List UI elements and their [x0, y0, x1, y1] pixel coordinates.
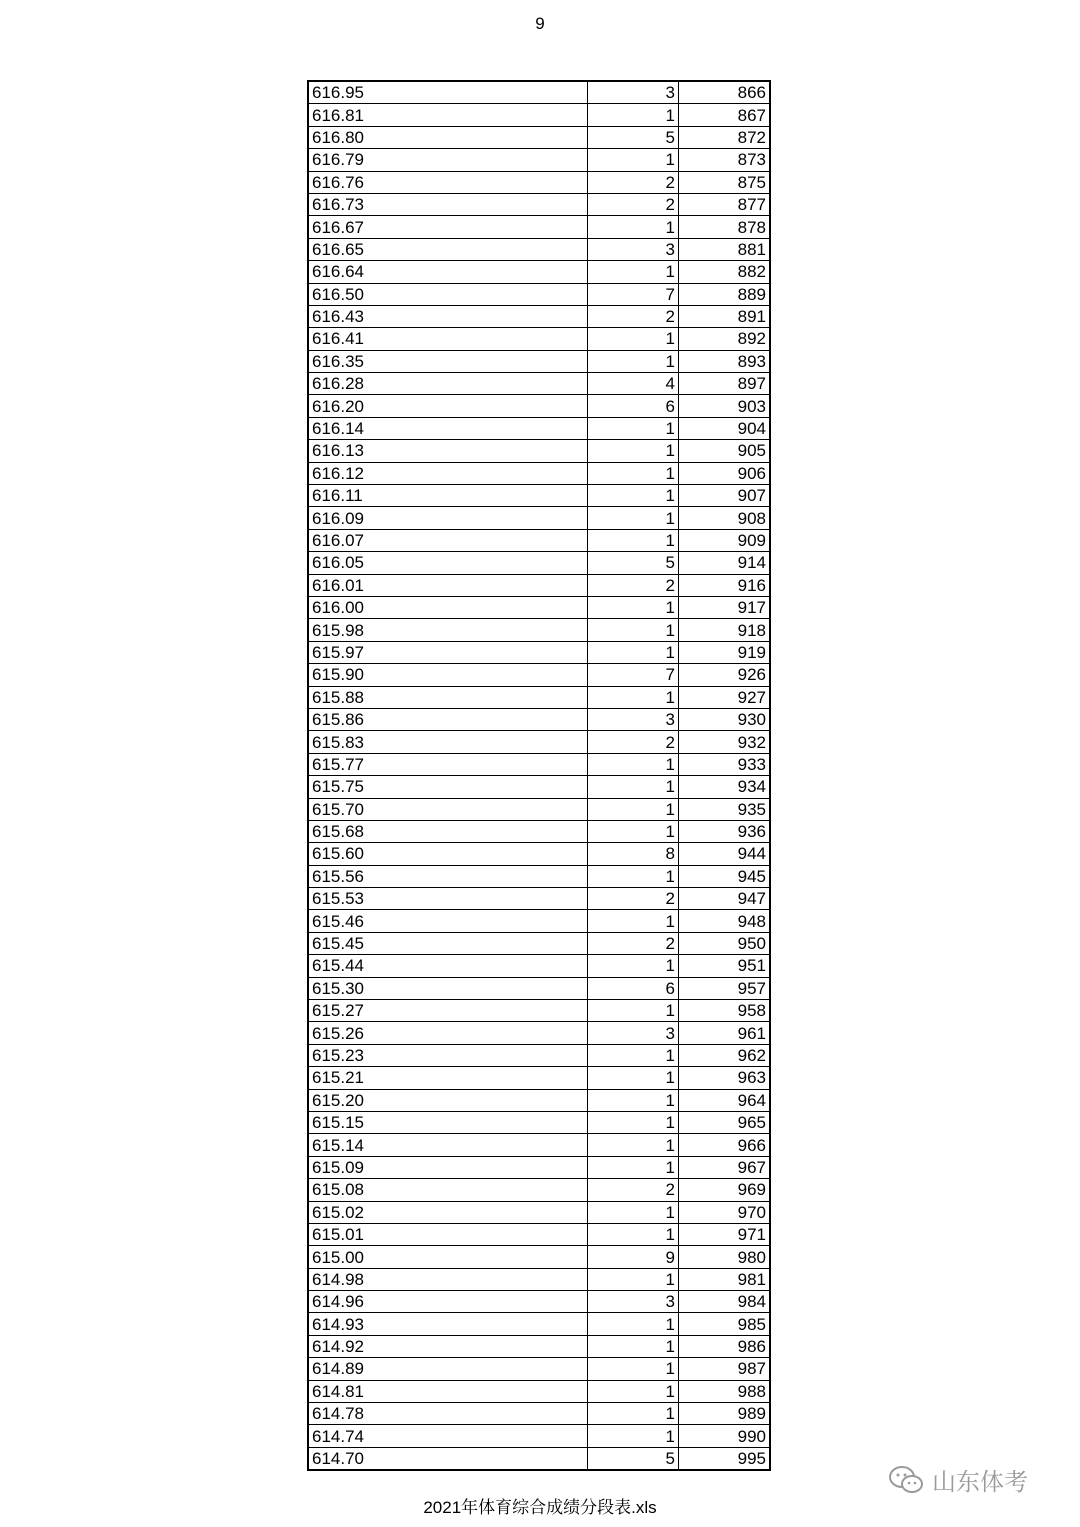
count-cell: 4	[588, 373, 679, 395]
score-cell: 616.79	[308, 149, 588, 171]
score-cell: 615.97	[308, 641, 588, 663]
score-cell: 616.20	[308, 395, 588, 417]
score-cell: 615.86	[308, 708, 588, 730]
score-cell: 615.98	[308, 619, 588, 641]
score-cell: 615.88	[308, 686, 588, 708]
count-cell: 1	[588, 1358, 679, 1380]
table-row	[308, 619, 770, 641]
table-row	[308, 529, 770, 551]
score-cell: 614.96	[308, 1291, 588, 1313]
table-row	[308, 552, 770, 574]
score-cell: 616.28	[308, 373, 588, 395]
cumulative-cell: 904	[679, 417, 771, 439]
score-cell: 615.02	[308, 1201, 588, 1223]
cumulative-cell: 989	[679, 1403, 771, 1425]
cumulative-cell: 877	[679, 193, 771, 215]
count-cell: 1	[588, 776, 679, 798]
table-row	[308, 865, 770, 887]
table-row	[308, 574, 770, 596]
count-cell: 5	[588, 126, 679, 148]
score-cell: 616.00	[308, 596, 588, 618]
score-cell: 615.09	[308, 1156, 588, 1178]
cumulative-cell: 990	[679, 1425, 771, 1447]
score-cell: 615.60	[308, 843, 588, 865]
count-cell: 1	[588, 417, 679, 439]
score-cell: 616.07	[308, 529, 588, 551]
cumulative-cell: 906	[679, 462, 771, 484]
score-cell: 615.21	[308, 1067, 588, 1089]
table-row	[308, 1223, 770, 1245]
cumulative-cell: 926	[679, 664, 771, 686]
cumulative-cell: 951	[679, 955, 771, 977]
count-cell: 6	[588, 977, 679, 999]
cumulative-cell: 914	[679, 552, 771, 574]
cumulative-cell: 933	[679, 753, 771, 775]
watermark	[888, 1462, 1028, 1497]
cumulative-cell: 897	[679, 373, 771, 395]
cumulative-cell: 963	[679, 1067, 771, 1089]
score-cell: 616.14	[308, 417, 588, 439]
table-row	[308, 1246, 770, 1268]
count-cell: 1	[588, 1000, 679, 1022]
table-row	[308, 350, 770, 372]
score-cell: 615.14	[308, 1134, 588, 1156]
table-row	[308, 507, 770, 529]
count-cell: 1	[588, 1380, 679, 1402]
count-cell: 1	[588, 261, 679, 283]
watermark-text: 山东体考	[932, 1468, 1028, 1496]
cumulative-cell: 945	[679, 865, 771, 887]
count-cell: 1	[588, 641, 679, 663]
cumulative-cell: 947	[679, 888, 771, 910]
table-row	[308, 641, 770, 663]
cumulative-cell: 948	[679, 910, 771, 932]
cumulative-cell: 995	[679, 1447, 771, 1470]
count-cell: 2	[588, 888, 679, 910]
table-row	[308, 462, 770, 484]
count-cell: 1	[588, 350, 679, 372]
table-row	[308, 798, 770, 820]
table-row	[308, 193, 770, 215]
table-row	[308, 776, 770, 798]
table-row	[308, 373, 770, 395]
count-cell: 7	[588, 283, 679, 305]
table-row	[308, 1425, 770, 1447]
count-cell: 3	[588, 1022, 679, 1044]
cumulative-cell: 980	[679, 1246, 771, 1268]
cumulative-cell: 950	[679, 932, 771, 954]
count-cell: 1	[588, 1313, 679, 1335]
table-row	[308, 1447, 770, 1470]
count-cell: 5	[588, 552, 679, 574]
count-cell: 2	[588, 1179, 679, 1201]
score-cell: 616.35	[308, 350, 588, 372]
count-cell: 1	[588, 328, 679, 350]
score-cell: 614.89	[308, 1358, 588, 1380]
score-cell: 615.26	[308, 1022, 588, 1044]
score-cell: 616.67	[308, 216, 588, 238]
page-number: 9	[535, 14, 545, 33]
count-cell: 1	[588, 686, 679, 708]
table-row	[308, 283, 770, 305]
score-cell: 615.77	[308, 753, 588, 775]
cumulative-cell: 967	[679, 1156, 771, 1178]
count-cell: 1	[588, 910, 679, 932]
cumulative-cell: 957	[679, 977, 771, 999]
table-row	[308, 888, 770, 910]
cumulative-cell: 984	[679, 1291, 771, 1313]
table-row	[308, 932, 770, 954]
score-cell: 615.27	[308, 1000, 588, 1022]
score-cell: 614.70	[308, 1447, 588, 1470]
table-row	[308, 1335, 770, 1357]
score-cell: 615.00	[308, 1246, 588, 1268]
table-row	[308, 1358, 770, 1380]
cumulative-cell: 872	[679, 126, 771, 148]
table-row	[308, 910, 770, 932]
table-row	[308, 664, 770, 686]
score-cell: 615.53	[308, 888, 588, 910]
score-cell: 615.08	[308, 1179, 588, 1201]
table-row	[308, 104, 770, 126]
count-cell: 1	[588, 104, 679, 126]
table-row	[308, 1179, 770, 1201]
table-row	[308, 328, 770, 350]
wechat-icon	[888, 1465, 924, 1495]
table-row	[308, 1089, 770, 1111]
cumulative-cell: 918	[679, 619, 771, 641]
table-row	[308, 1268, 770, 1290]
score-cell: 616.11	[308, 485, 588, 507]
cumulative-cell: 958	[679, 1000, 771, 1022]
score-cell: 615.30	[308, 977, 588, 999]
score-cell: 615.45	[308, 932, 588, 954]
cumulative-cell: 893	[679, 350, 771, 372]
score-table	[307, 80, 771, 1471]
cumulative-cell: 927	[679, 686, 771, 708]
count-cell: 1	[588, 1134, 679, 1156]
count-cell: 6	[588, 395, 679, 417]
count-cell: 1	[588, 462, 679, 484]
cumulative-cell: 935	[679, 798, 771, 820]
score-cell: 616.76	[308, 171, 588, 193]
score-cell: 614.81	[308, 1380, 588, 1402]
score-cell: 615.20	[308, 1089, 588, 1111]
cumulative-cell: 969	[679, 1179, 771, 1201]
cumulative-cell: 867	[679, 104, 771, 126]
cumulative-cell: 882	[679, 261, 771, 283]
score-cell: 616.73	[308, 193, 588, 215]
count-cell: 1	[588, 865, 679, 887]
count-cell: 1	[588, 1156, 679, 1178]
cumulative-cell: 962	[679, 1044, 771, 1066]
count-cell: 5	[588, 1447, 679, 1470]
score-cell: 616.12	[308, 462, 588, 484]
score-cell: 614.74	[308, 1425, 588, 1447]
count-cell: 3	[588, 708, 679, 730]
count-cell: 1	[588, 1089, 679, 1111]
table-row	[308, 395, 770, 417]
score-cell: 616.01	[308, 574, 588, 596]
cumulative-cell: 891	[679, 305, 771, 327]
cumulative-cell: 961	[679, 1022, 771, 1044]
table-row	[308, 1201, 770, 1223]
count-cell: 8	[588, 843, 679, 865]
cumulative-cell: 908	[679, 507, 771, 529]
table-row	[308, 81, 770, 104]
table-row	[308, 977, 770, 999]
cumulative-cell: 903	[679, 395, 771, 417]
cumulative-cell: 987	[679, 1358, 771, 1380]
table-row	[308, 1313, 770, 1335]
cumulative-cell: 875	[679, 171, 771, 193]
cumulative-cell: 970	[679, 1201, 771, 1223]
table-row	[308, 1380, 770, 1402]
count-cell: 1	[588, 1335, 679, 1357]
table-row	[308, 126, 770, 148]
count-cell: 1	[588, 1111, 679, 1133]
table-row	[308, 1403, 770, 1425]
cumulative-cell: 881	[679, 238, 771, 260]
cumulative-cell: 988	[679, 1380, 771, 1402]
table-row	[308, 485, 770, 507]
table-row	[308, 1022, 770, 1044]
score-cell: 614.98	[308, 1268, 588, 1290]
count-cell: 2	[588, 574, 679, 596]
cumulative-cell: 966	[679, 1134, 771, 1156]
table-row	[308, 149, 770, 171]
count-cell: 2	[588, 731, 679, 753]
count-cell: 3	[588, 81, 679, 104]
score-cell: 616.43	[308, 305, 588, 327]
footer-filename: 2021年体育综合成绩分段表.xls	[423, 1498, 657, 1517]
score-cell: 615.68	[308, 820, 588, 842]
count-cell: 1	[588, 798, 679, 820]
score-cell: 616.81	[308, 104, 588, 126]
table-row	[308, 1156, 770, 1178]
cumulative-cell: 905	[679, 440, 771, 462]
table-row	[308, 955, 770, 977]
count-cell: 1	[588, 1223, 679, 1245]
count-cell: 1	[588, 753, 679, 775]
count-cell: 1	[588, 529, 679, 551]
table-row	[308, 238, 770, 260]
score-cell: 615.01	[308, 1223, 588, 1245]
count-cell: 1	[588, 149, 679, 171]
count-cell: 1	[588, 1425, 679, 1447]
cumulative-cell: 916	[679, 574, 771, 596]
cumulative-cell: 917	[679, 596, 771, 618]
count-cell: 3	[588, 1291, 679, 1313]
score-cell: 616.05	[308, 552, 588, 574]
score-cell: 614.93	[308, 1313, 588, 1335]
cumulative-cell: 936	[679, 820, 771, 842]
cumulative-cell: 878	[679, 216, 771, 238]
cumulative-cell: 964	[679, 1089, 771, 1111]
cumulative-cell: 944	[679, 843, 771, 865]
cumulative-cell: 934	[679, 776, 771, 798]
table-row	[308, 708, 770, 730]
table-row	[308, 753, 770, 775]
table-row	[308, 843, 770, 865]
cumulative-cell: 971	[679, 1223, 771, 1245]
score-cell: 616.50	[308, 283, 588, 305]
table-row	[308, 1111, 770, 1133]
count-cell: 1	[588, 507, 679, 529]
table-row	[308, 1044, 770, 1066]
table-row	[308, 731, 770, 753]
table-row	[308, 820, 770, 842]
score-cell: 615.83	[308, 731, 588, 753]
cumulative-cell: 981	[679, 1268, 771, 1290]
cumulative-cell: 985	[679, 1313, 771, 1335]
count-cell: 1	[588, 216, 679, 238]
cumulative-cell: 907	[679, 485, 771, 507]
cumulative-cell: 889	[679, 283, 771, 305]
cumulative-cell: 873	[679, 149, 771, 171]
count-cell: 7	[588, 664, 679, 686]
count-cell: 1	[588, 955, 679, 977]
table-row	[308, 305, 770, 327]
table-row	[308, 1000, 770, 1022]
table-row	[308, 596, 770, 618]
score-cell: 615.46	[308, 910, 588, 932]
cumulative-cell: 909	[679, 529, 771, 551]
score-cell: 615.15	[308, 1111, 588, 1133]
score-cell: 616.09	[308, 507, 588, 529]
score-cell: 616.64	[308, 261, 588, 283]
count-cell: 1	[588, 596, 679, 618]
count-cell: 1	[588, 1268, 679, 1290]
count-cell: 1	[588, 1044, 679, 1066]
count-cell: 1	[588, 440, 679, 462]
cumulative-cell: 930	[679, 708, 771, 730]
cumulative-cell: 919	[679, 641, 771, 663]
table-row	[308, 216, 770, 238]
score-cell: 616.65	[308, 238, 588, 260]
score-cell: 616.80	[308, 126, 588, 148]
cumulative-cell: 965	[679, 1111, 771, 1133]
count-cell: 9	[588, 1246, 679, 1268]
score-cell: 614.78	[308, 1403, 588, 1425]
count-cell: 1	[588, 619, 679, 641]
table-row	[308, 1291, 770, 1313]
score-cell: 616.41	[308, 328, 588, 350]
score-cell: 614.92	[308, 1335, 588, 1357]
count-cell: 1	[588, 1201, 679, 1223]
cumulative-cell: 932	[679, 731, 771, 753]
table-row	[308, 440, 770, 462]
cumulative-cell: 892	[679, 328, 771, 350]
score-cell: 615.56	[308, 865, 588, 887]
cumulative-cell: 866	[679, 81, 771, 104]
count-cell: 2	[588, 193, 679, 215]
count-cell: 2	[588, 932, 679, 954]
score-cell: 615.75	[308, 776, 588, 798]
score-cell: 615.90	[308, 664, 588, 686]
cumulative-cell: 986	[679, 1335, 771, 1357]
count-cell: 2	[588, 171, 679, 193]
count-cell: 1	[588, 485, 679, 507]
score-cell: 616.95	[308, 81, 588, 104]
count-cell: 1	[588, 1067, 679, 1089]
table-row	[308, 261, 770, 283]
table-row	[308, 1067, 770, 1089]
score-cell: 616.13	[308, 440, 588, 462]
count-cell: 1	[588, 1403, 679, 1425]
table-row	[308, 417, 770, 439]
count-cell: 2	[588, 305, 679, 327]
count-cell: 3	[588, 238, 679, 260]
score-cell: 615.23	[308, 1044, 588, 1066]
score-cell: 615.70	[308, 798, 588, 820]
table-row	[308, 1134, 770, 1156]
table-body	[308, 81, 770, 1470]
table-row	[308, 171, 770, 193]
table-row	[308, 686, 770, 708]
count-cell: 1	[588, 820, 679, 842]
score-cell: 615.44	[308, 955, 588, 977]
